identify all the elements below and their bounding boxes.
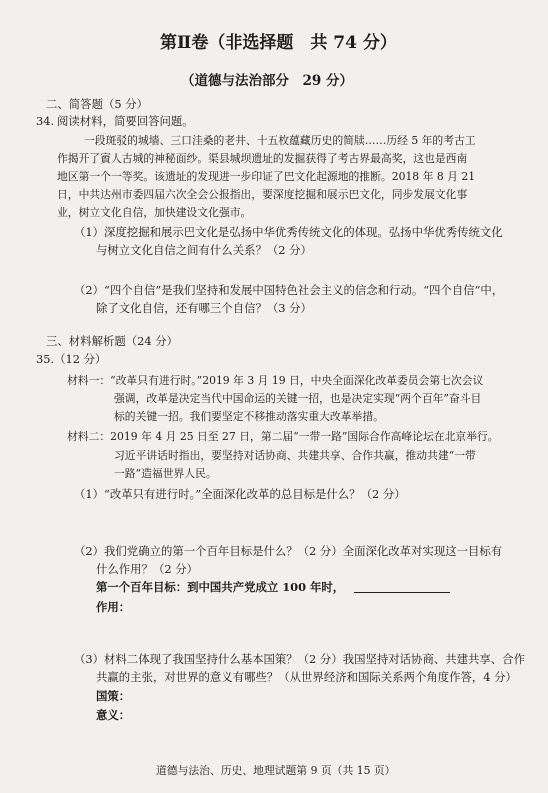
- q35-sub1: （1）“改革只有进行时。”全面深化改革的总目标是什么？（2 分）: [74, 487, 406, 501]
- sec3-heading: 三、材料解析题（24 分）: [46, 334, 179, 348]
- section-title: （道德与法治部分 29 分）: [181, 73, 353, 89]
- q34-material-line: 作揭开了賨人古城的神秘面纱。渠县城坝遗址的发掘获得了考古界最高奖，这也是西南: [57, 152, 468, 165]
- q35-sub3-line: （3）材料二体现了我国坚持什么基本国策？（2 分）我国坚持对话协商、共建共享、合作: [74, 652, 525, 666]
- q35-material1-line: 材料一：“改革只有进行时。”2019 年 3 月 19 日，中央全面深化改革委员会第七次会议: [67, 374, 484, 387]
- q34-material-line: 一段斑驳的城墙、三口洼桑的老井、十五枚蕴藏历史的简牍……历经 5 年的考古工: [84, 134, 476, 147]
- q35-sub3-fill-meaning: 意义：: [96, 708, 131, 722]
- q34-intro: 阅读材料，简要回答问题。: [57, 114, 194, 128]
- q35-number: 35.（12 分）: [36, 352, 107, 366]
- q34-sub1-line: （1）深度挖掘和展示巴文化是弘扬中华优秀传统文化的体现。弘扬中华优秀传统文化: [74, 225, 503, 239]
- q34-number: 34.: [36, 114, 55, 128]
- q35-material2-line: 一路”造福世界人民。: [114, 467, 217, 480]
- part-title: 第Ⅱ卷（非选择题 共 74 分）: [160, 33, 397, 53]
- q35-sub2-fill-goal: 第一个百年目标：到中国共产党成立 100 年时，: [96, 580, 345, 594]
- q35-material1-line: 标的关键一招。我们要坚定不移推动落实重大改革举措。: [114, 410, 384, 423]
- q35-material2-line: 习近平讲话时指出，要坚持对话协商、共建共享、合作共赢，推动共建“一带: [114, 449, 476, 462]
- q34-material-line: 日，中共达州市委四届六次全会公报指出，要深度挖掘和展示巴文化，同步发展文化事: [57, 188, 468, 201]
- q35-sub2-fill-role: 作用：: [96, 600, 131, 614]
- q34-material-line: 业，树立文化自信，加快建设文化强市。: [57, 206, 252, 219]
- sec2-heading: 二、简答题（5 分）: [46, 97, 148, 111]
- q34-sub2-line: （2）“四个自信”是我们坚持和发展中国特色社会主义的信念和行动。“四个自信”中，: [74, 283, 504, 297]
- page-footer: 道德与法治、历史、地理试题第 9 页（共 15 页）: [156, 764, 396, 777]
- q35-sub2-line: 什么作用？（2 分）: [96, 562, 198, 576]
- q34-material-line: 地区第一个一等奖。该遗址的发现进一步印证了巴文化起源地的推断。2018 年 8 月 21: [57, 170, 476, 183]
- q34-sub2-line: 除了文化自信，还有哪三个自信？（3 分）: [96, 301, 312, 315]
- q35-material2-line: 材料二：2019 年 4 月 25 日至 27 日，第二届“一带一路”国际合作高峰论坛在北京举行。: [67, 430, 499, 443]
- q35-sub2-line: （2）我们党确立的第一个百年目标是什么？（2 分）全面深化改革对实现这一目标有: [74, 544, 503, 558]
- q35-sub3-line: 共赢的主张，对世界的意义有哪些？（从世界经济和国际关系两个角度作答，4 分）: [96, 670, 517, 684]
- q35-sub3-fill-policy: 国策：: [96, 689, 131, 703]
- q34-sub1-line: 与树立文化自信之间有什么关系？（2 分）: [96, 243, 312, 257]
- answer-blank[interactable]: [354, 592, 450, 593]
- q35-material1-line: 强调，改革是决定当代中国命运的关键一招，也是决定实现“两个百年”奋斗目: [114, 392, 482, 405]
